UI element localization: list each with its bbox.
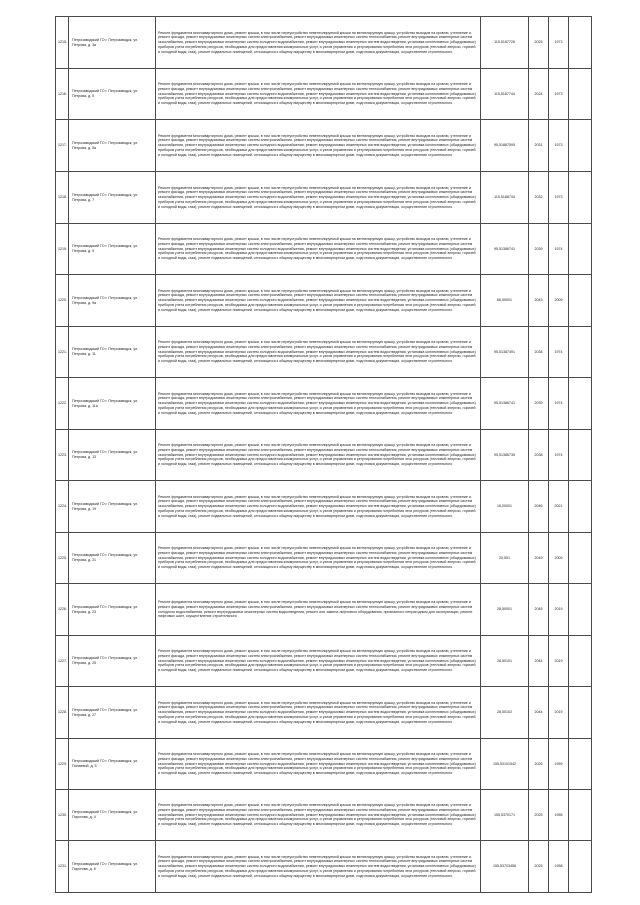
row-empty-cell [569, 790, 592, 841]
row-value: 155,53101542 [481, 739, 529, 790]
row-address: Петрозаводский ГО г. Петрозаводск, ул. Петрова, д. 9 [69, 224, 156, 275]
row-year-planned: 2039 [529, 378, 549, 430]
document-page [55, 16, 591, 893]
row-address: Петрозаводский ГО г. Петрозаводск, ул. Петрова, д. 27 [69, 687, 156, 739]
table-row [56, 790, 592, 841]
row-address: Петрозаводский ГО г. Петрозаводск, ул. Петрова, д. 21 [69, 533, 156, 584]
row-year-planned: 2025 [529, 841, 549, 893]
row-year-built: 2009 [549, 275, 569, 327]
row-work-description: Ремонт фундамента многоквартирного дома, ремонт крыши, в том числе переустройство невентилируемой крыши на вентилируемую крышу, устройство выходов на кровлю, утепление и ремонт фасада, ремонт внутридомовых инженерных систем электроснабжения, ремонт внутридомовых инженерных систем теплоснабжения, ремонт внутридомовых инженерных систем газоснабжения, ремонт внутридомовых инженерных систем холодного водоснабжения, ремонт внутридомовых инженерных систем водоотведения, установка коллективных (общедомовых) приборов учета потребления ресурсов, необходимых для предоставления коммунальных услуг, и узлов управления и регулирования потребления этих ресурсов (тепловой энергии, горячей и холодной воды, газа), ремонт подвальных помещений, относящихся к общему имуществу в многоквартирном доме, подготовка документации, осуществление строительного [156, 69, 481, 120]
row-number: 1223. [56, 430, 69, 481]
row-year-planned: 2049 [529, 533, 549, 584]
row-number: 1218. [56, 172, 69, 224]
row-year-planned: 2038 [529, 430, 549, 481]
row-empty-cell [569, 687, 592, 739]
row-work-description: Ремонт фундамента многоквартирного дома, ремонт крыши, в том числе переустройство невентилируемой крыши на вентилируемую крышу, устройство выходов на кровлю, утепление и ремонт фасада, ремонт внутридомовых инженерных систем электроснабжения, ремонт внутридомовых инженерных систем теплоснабжения, ремонт внутридомовых инженерных систем газоснабжения, ремонт внутридомовых инженерных систем холодного водоснабжения, ремонт внутридомовых инженерных систем водоотведения, установка коллективных (общедомовых) приборов учета потребления ресурсов, необходимых для предоставления коммунальных услуг, и узлов управления и регулирования потребления этих ресурсов (тепловой энергии, горячей и холодной воды, газа), ремонт подвальных помещений, относящихся к общему имуществу в многоквартирном доме, подготовка документации, осуществление строительного [156, 17, 481, 69]
table-row [56, 584, 592, 636]
row-work-description: Ремонт фундамента многоквартирного дома, ремонт крыши, в том числе переустройство невентилируемой крыши на вентилируемую крышу, устройство выходов на кровлю, утепление и ремонт фасада, ремонт внутридомовых инженерных систем электроснабжения, ремонт внутридомовых инженерных систем теплоснабжения, ремонт внутридомовых инженерных систем газоснабжения, ремонт внутридомовых инженерных систем холодного водоснабжения, ремонт внутридомовых инженерных систем водоотведения, установка коллективных (общедомовых) приборов учета потребления ресурсов, необходимых для предоставления коммунальных услуг, и узлов управления и регулирования потребления этих ресурсов (тепловой энергии, горячей и холодной воды, газа), ремонт подвальных помещений, относящихся к общему имуществу в многоквартирном доме, подготовка документации, осуществление строительного [156, 275, 481, 327]
row-number: 1230. [56, 790, 69, 841]
row-number: 1221. [56, 327, 69, 378]
row-address: Петрозаводский ГО г. Петрозаводск, ул. Петрова, д. 5а [69, 120, 156, 172]
row-value: 95,51386741 [481, 378, 529, 430]
row-empty-cell [569, 481, 592, 533]
row-value: 95,51386735 [481, 430, 529, 481]
row-number: 1231. [56, 841, 69, 893]
row-value: 95,51387491 [481, 327, 529, 378]
row-year-planned: 2039 [529, 224, 549, 275]
row-address: Петрозаводский ГО г. Петрозаводск, ул. Петрова, д. 5 [69, 69, 156, 120]
row-year-built: 1955 [549, 790, 569, 841]
table-row [56, 327, 592, 378]
table-row [56, 533, 592, 584]
row-year-built: 2019 [549, 584, 569, 636]
row-work-description: Ремонт фундамента многоквартирного дома, ремонт крыши, в том числе переустройство невентилируемой крыши на вентилируемую крышу, устройство выходов на кровлю, утепление и ремонт фасада, ремонт внутридомовых инженерных систем электроснабжения, ремонт внутридомовых инженерных систем теплоснабжения, ремонт внутридомовых инженерных систем газоснабжения, ремонт внутридомовых инженерных систем холодного водоснабжения, ремонт внутридомовых инженерных систем водоотведения, установка коллективных (общедомовых) приборов учета потребления ресурсов, необходимых для предоставления коммунальных услуг, и узлов управления и регулирования потребления этих ресурсов (тепловой энергии, горячей и холодной воды, газа), ремонт подвальных помещений, относящихся к общему имуществу в многоквартирном доме, подготовка документации, осуществление строительного [156, 636, 481, 687]
table-row [56, 687, 592, 739]
row-year-built: 1973 [549, 172, 569, 224]
row-number: 1219. [56, 224, 69, 275]
row-value: 115,5187744 [481, 69, 529, 120]
row-value: 28,50101 [481, 636, 529, 687]
table-row [56, 69, 592, 120]
row-value: 28,50102 [481, 687, 529, 739]
row-year-planned: 2024 [529, 69, 549, 120]
row-work-description: Ремонт фундамента многоквартирного дома, ремонт крыши, в том числе переустройство невентилируемой крыши на вентилируемую крышу, устройство выходов на кровлю, утепление и ремонт фасада, ремонт внутридомовых инженерных систем электроснабжения, ремонт внутридомовых инженерных систем теплоснабжения, ремонт внутридомовых инженерных систем газоснабжения, ремонт внутридомовых инженерных систем холодного водоснабжения, ремонт внутридомовых инженерных систем водоотведения, установка коллективных (общедомовых) приборов учета потребления ресурсов, необходимых для предоставления коммунальных услуг, и узлов управления и регулирования потребления этих ресурсов (тепловой энергии, горячей и холодной воды, газа), ремонт подвальных помещений, относящихся к общему имуществу в многоквартирном доме, подготовка документации, осуществление строительного [156, 378, 481, 430]
row-value: 16,00001 [481, 481, 529, 533]
row-number: 1227. [56, 636, 69, 687]
table-row [56, 120, 592, 172]
row-empty-cell [569, 378, 592, 430]
row-value: 115,5187728 [481, 17, 529, 69]
row-address: Петрозаводский ГО г. Петрозаводск, ул. Петрова, д. 19 [69, 481, 156, 533]
row-address: Петрозаводский ГО г. Петрозаводск, ул. Петрова, д. 7 [69, 172, 156, 224]
row-address: Петрозаводский ГО г. Петрозаводск, ул. Пинаевой, д. 5 [69, 739, 156, 790]
row-work-description: Ремонт фундамента многоквартирного дома, ремонт крыши, в том числе переустройство невентилируемой крыши на вентилируемую крышу, устройство выходов на кровлю, утепление и ремонт фасада, ремонт внутридомовых инженерных систем электроснабжения, ремонт внутридомовых инженерных систем теплоснабжения, ремонт внутридомовых инженерных систем газоснабжения, ремонт внутридомовых инженерных систем холодного водоснабжения, ремонт внутридомовых инженерных систем водоотведения, установка коллективных (общедомовых) приборов учета потребления ресурсов, необходимых для предоставления коммунальных услуг, и узлов управления и регулирования потребления этих ресурсов (тепловой энергии, горячей и холодной воды, газа), ремонт подвальных помещений, относящихся к общему имуществу в многоквартирном доме, подготовка документации, осуществление строительного [156, 224, 481, 275]
row-address: Петрозаводский ГО г. Петрозаводск, ул. Пирогова, д. 4 [69, 790, 156, 841]
row-year-built: 1973 [549, 120, 569, 172]
row-work-description: Ремонт фундамента многоквартирного дома, ремонт крыши, в том числе переустройство невентилируемой крыши на вентилируемую крышу, устройство выходов на кровлю, утепление и ремонт фасада, ремонт внутридомовых инженерных систем электроснабжения, ремонт внутридомовых инженерных систем теплоснабжения, ремонт внутридомовых инженерных систем газоснабжения, ремонт внутридомовых инженерных систем холодного водоснабжения, ремонт внутридомовых инженерных систем водоотведения, установка коллективных (общедомовых) приборов учета потребления ресурсов, необходимых для предоставления коммунальных услуг, и узлов управления и регулирования потребления этих ресурсов (тепловой энергии, горячей и холодной воды, газа), ремонт подвальных помещений, относящихся к общему имуществу в многоквартирном доме, подготовка документации, осуществление строительного [156, 739, 481, 790]
table-row [56, 378, 592, 430]
row-address: Петрозаводский ГО г. Петрозаводск, ул. Петрова, д. 3а [69, 17, 156, 69]
row-year-planned: 2043 [529, 275, 549, 327]
row-number: 1229. [56, 739, 69, 790]
row-empty-cell [569, 739, 592, 790]
row-address: Петрозаводский ГО г. Петрозаводск, ул. Петрова, д. 9а [69, 275, 156, 327]
row-empty-cell [569, 172, 592, 224]
row-work-description: Ремонт фундамента многоквартирного дома, ремонт крыши, в том числе переустройство невентилируемой крыши на вентилируемую крышу, устройство выходов на кровлю, утепление и ремонт фасада, ремонт внутридомовых инженерных систем электроснабжения, ремонт внутридомовых инженерных систем теплоснабжения, ремонт внутридомовых инженерных систем газоснабжения, ремонт внутридомовых инженерных систем холодного водоснабжения, ремонт внутридомовых инженерных систем водоотведения, установка коллективных (общедомовых) приборов учета потребления ресурсов, необходимых для предоставления коммунальных услуг, и узлов управления и регулирования потребления этих ресурсов (тепловой энергии, горячей и холодной воды, газа), ремонт подвальных помещений, относящихся к общему имуществу в многоквартирном доме, подготовка документации, осуществление строительного [156, 430, 481, 481]
row-value: 155,53703456 [481, 841, 529, 893]
row-year-built: 2019 [549, 636, 569, 687]
row-work-description: Ремонт фундамента многоквартирного дома, ремонт крыши, в том числе переустройство невентилируемой крыши на вентилируемую крышу, устройство выходов на кровлю, утепление и ремонт фасада, ремонт внутридомовых инженерных систем электроснабжения, ремонт внутридомовых инженерных систем теплоснабжения, ремонт внутридомовых инженерных систем холодного водоснабжения, ремонт внутридомовых инженерных систем водоотведения, ремонт или замена лифтового оборудования, признанного непригодным для эксплуатации, ремонт лифтовых шахт, осуществление строительного [156, 584, 481, 636]
row-year-planned: 2032 [529, 172, 549, 224]
row-year-planned: 2025 [529, 790, 549, 841]
row-address: Петрозаводский ГО г. Петрозаводск, ул. Петрова, д. 25 [69, 636, 156, 687]
row-empty-cell [569, 69, 592, 120]
table-row [56, 17, 592, 69]
row-address: Петрозаводский ГО г. Петрозаводск, ул. Петрова, д. 23 [69, 584, 156, 636]
row-number: 1228. [56, 687, 69, 739]
row-empty-cell [569, 224, 592, 275]
row-address: Петрозаводский ГО г. Петрозаводск, ул. Петрова, д. 13 [69, 430, 156, 481]
row-year-built: 2021 [549, 481, 569, 533]
row-year-built: 1974 [549, 224, 569, 275]
row-number: 1220. [56, 275, 69, 327]
row-year-planned: 2031 [529, 120, 549, 172]
row-year-planned: 2046 [529, 481, 549, 533]
row-work-description: Ремонт фундамента многоквартирного дома, ремонт крыши, в том числе переустройство невентилируемой крыши на вентилируемую крышу, устройство выходов на кровлю, утепление и ремонт фасада, ремонт внутридомовых инженерных систем электроснабжения, ремонт внутридомовых инженерных систем теплоснабжения, ремонт внутридомовых инженерных систем газоснабжения, ремонт внутридомовых инженерных систем холодного водоснабжения, ремонт внутридомовых инженерных систем водоотведения, установка коллективных (общедомовых) приборов учета потребления ресурсов, необходимых для предоставления коммунальных услуг, и узлов управления и регулирования потребления этих ресурсов (тепловой энергии, горячей и холодной воды, газа), ремонт подвальных помещений, относящихся к общему имуществу в многоквартирном доме, подготовка документации, осуществление строительного [156, 533, 481, 584]
row-address: Петрозаводский ГО г. Петрозаводск, ул. Петрова, д. 11 [69, 327, 156, 378]
row-year-planned: 2044 [529, 687, 549, 739]
row-empty-cell [569, 636, 592, 687]
row-empty-cell [569, 327, 592, 378]
table-row [56, 172, 592, 224]
row-year-built: 2009 [549, 533, 569, 584]
table-row [56, 430, 592, 481]
row-year-built: 1974 [549, 430, 569, 481]
row-work-description: Ремонт фундамента многоквартирного дома, ремонт крыши, в том числе переустройство невентилируемой крыши на вентилируемую крышу, устройство выходов на кровлю, утепление и ремонт фасада, ремонт внутридомовых инженерных систем электроснабжения, ремонт внутридомовых инженерных систем теплоснабжения, ремонт внутридомовых инженерных систем газоснабжения, ремонт внутридомовых инженерных систем холодного водоснабжения, ремонт внутридомовых инженерных систем водоотведения, установка коллективных (общедомовых) приборов учета потребления ресурсов, необходимых для предоставления коммунальных услуг, и узлов управления и регулирования потребления этих ресурсов (тепловой энергии, горячей и холодной воды, газа), ремонт подвальных помещений, относящихся к общему имуществу в многоквартирном доме, подготовка документации, осуществление строительного [156, 790, 481, 841]
row-empty-cell [569, 275, 592, 327]
row-year-planned: 2026 [529, 739, 549, 790]
row-empty-cell [569, 120, 592, 172]
row-year-built: 1973 [549, 17, 569, 69]
row-number: 1215. [56, 17, 69, 69]
table-body [56, 17, 592, 893]
row-year-planned: 2025 [529, 17, 549, 69]
row-year-built: 2019 [549, 687, 569, 739]
row-number: 1222. [56, 378, 69, 430]
row-year-built: 1974 [549, 327, 569, 378]
row-empty-cell [569, 430, 592, 481]
row-empty-cell [569, 841, 592, 893]
row-value: 66,50001 [481, 275, 529, 327]
table-row [56, 275, 592, 327]
row-number: 1225. [56, 533, 69, 584]
table-row [56, 481, 592, 533]
table-row [56, 841, 592, 893]
row-number: 1217. [56, 120, 69, 172]
row-address: Петрозаводский ГО г. Петрозаводск, ул. Петрова, д. 11а [69, 378, 156, 430]
row-year-planned: 2044 [529, 636, 549, 687]
row-work-description: Ремонт фундамента многоквартирного дома, ремонт крыши, в том числе переустройство невентилируемой крыши на вентилируемую крышу, устройство выходов на кровлю, утепление и ремонт фасада, ремонт внутридомовых инженерных систем электроснабжения, ремонт внутридомовых инженерных систем теплоснабжения, ремонт внутридомовых инженерных систем газоснабжения, ремонт внутридомовых инженерных систем холодного водоснабжения, ремонт внутридомовых инженерных систем водоотведения, установка коллективных (общедомовых) приборов учета потребления ресурсов, необходимых для предоставления коммунальных услуг, и узлов управления и регулирования потребления этих ресурсов (тепловой энергии, горячей и холодной воды, газа), ремонт подвальных помещений, относящихся к общему имуществу в многоквартирном доме, подготовка документации, осуществление строительного [156, 327, 481, 378]
row-year-planned: 2045 [529, 584, 549, 636]
row-value: 115,5188744 [481, 172, 529, 224]
row-empty-cell [569, 584, 592, 636]
row-number: 1216. [56, 69, 69, 120]
capital-repair-table [55, 16, 592, 893]
row-value: 155,5370171 [481, 790, 529, 841]
row-work-description: Ремонт фундамента многоквартирного дома, ремонт крыши, в том числе переустройство невентилируемой крыши на вентилируемую крышу, устройство выходов на кровлю, утепление и ремонт фасада, ремонт внутридомовых инженерных систем электроснабжения, ремонт внутридомовых инженерных систем теплоснабжения, ремонт внутридомовых инженерных систем газоснабжения, ремонт внутридомовых инженерных систем холодного водоснабжения, ремонт внутридомовых инженерных систем водоотведения, установка коллективных (общедомовых) приборов учета потребления ресурсов, необходимых для предоставления коммунальных услуг, и узлов управления и регулирования потребления этих ресурсов (тепловой энергии, горячей и холодной воды, газа), ремонт подвальных помещений, относящихся к общему имуществу в многоквартирном доме, подготовка документации, осуществление строительного [156, 172, 481, 224]
row-number: 1226. [56, 584, 69, 636]
row-year-planned: 2038 [529, 327, 549, 378]
row-work-description: Ремонт фундамента многоквартирного дома, ремонт крыши, в том числе переустройство невентилируемой крыши на вентилируемую крышу, устройство выходов на кровлю, утепление и ремонт фасада, ремонт внутридомовых инженерных систем электроснабжения, ремонт внутридомовых инженерных систем теплоснабжения, ремонт внутридомовых инженерных систем газоснабжения, ремонт внутридомовых инженерных систем холодного водоснабжения, ремонт внутридомовых инженерных систем водоотведения, установка коллективных (общедомовых) приборов учета потребления ресурсов, необходимых для предоставления коммунальных услуг, и узлов управления и регулирования потребления этих ресурсов (тепловой энергии, горячей и холодной воды, газа), ремонт подвальных помещений, относящихся к общему имуществу в многоквартирном доме, подготовка документации, осуществление строительного [156, 481, 481, 533]
row-year-built: 1958 [549, 841, 569, 893]
row-empty-cell [569, 17, 592, 69]
row-value: 28,50001 [481, 584, 529, 636]
row-value: 95,51386741 [481, 224, 529, 275]
row-year-built: 1973 [549, 69, 569, 120]
row-empty-cell [569, 533, 592, 584]
row-number: 1224. [56, 481, 69, 533]
row-year-built: 1959 [549, 739, 569, 790]
row-work-description: Ремонт фундамента многоквартирного дома, ремонт крыши, в том числе переустройство невентилируемой крыши на вентилируемую крышу, устройство выходов на кровлю, утепление и ремонт фасада, ремонт внутридомовых инженерных систем электроснабжения, ремонт внутридомовых инженерных систем теплоснабжения, ремонт внутридомовых инженерных систем газоснабжения, ремонт внутридомовых инженерных систем холодного водоснабжения, ремонт внутридомовых инженерных систем водоотведения, установка коллективных (общедомовых) приборов учета потребления ресурсов, необходимых для предоставления коммунальных услуг, и узлов управления и регулирования потребления этих ресурсов (тепловой энергии, горячей и холодной воды, газа), ремонт подвальных помещений, относящихся к общему имуществу в многоквартирном доме, подготовка документации, осуществление строительного [156, 687, 481, 739]
row-value: 20,501 [481, 533, 529, 584]
row-address: Петрозаводский ГО г. Петрозаводск, ул. Пирогова, д. 6 [69, 841, 156, 893]
table-row [56, 739, 592, 790]
table-row [56, 636, 592, 687]
row-value: 95,51887595 [481, 120, 529, 172]
row-work-description: Ремонт фундамента многоквартирного дома, ремонт крыши, в том числе переустройство невентилируемой крыши на вентилируемую крышу, устройство выходов на кровлю, утепление и ремонт фасада, ремонт внутридомовых инженерных систем электроснабжения, ремонт внутридомовых инженерных систем теплоснабжения, ремонт внутридомовых инженерных систем газоснабжения, ремонт внутридомовых инженерных систем холодного водоснабжения, ремонт внутридомовых инженерных систем водоотведения, установка коллективных (общедомовых) приборов учета потребления ресурсов, необходимых для предоставления коммунальных услуг, и узлов управления и регулирования потребления этих ресурсов (тепловой энергии, горячей и холодной воды, газа), ремонт подвальных помещений, относящихся к общему имуществу в многоквартирном доме, подготовка документации, осуществление строительного [156, 841, 481, 893]
row-work-description: Ремонт фундамента многоквартирного дома, ремонт крыши, в том числе переустройство невентилируемой крыши на вентилируемую крышу, устройство выходов на кровлю, утепление и ремонт фасада, ремонт внутридомовых инженерных систем электроснабжения, ремонт внутридомовых инженерных систем теплоснабжения, ремонт внутридомовых инженерных систем газоснабжения, ремонт внутридомовых инженерных систем холодного водоснабжения, ремонт внутридомовых инженерных систем водоотведения, установка коллективных (общедомовых) приборов учета потребления ресурсов, необходимых для предоставления коммунальных услуг, и узлов управления и регулирования потребления этих ресурсов (тепловой энергии, горячей и холодной воды, газа), ремонт подвальных помещений, относящихся к общему имуществу в многоквартирном доме, подготовка документации, осуществление строительного [156, 120, 481, 172]
row-year-built: 1974 [549, 378, 569, 430]
table-row [56, 224, 592, 275]
